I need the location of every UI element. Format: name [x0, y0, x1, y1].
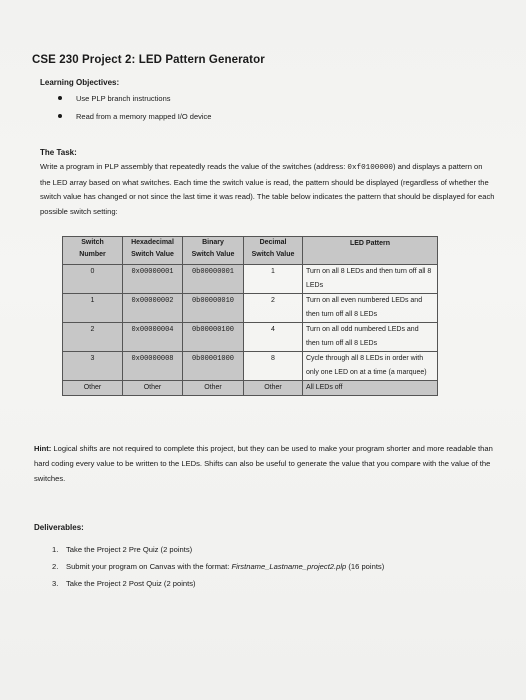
item-text: Take the Project 2 Pre Quiz (2 points): [66, 545, 193, 554]
header-line: Binary: [202, 239, 224, 246]
header-line: Switch Value: [251, 251, 295, 258]
cell-binary: 0b00001000: [183, 352, 244, 381]
cell-led-pattern: Cycle through all 8 LEDs in order with only one LED on at a time (a marquee): [303, 352, 438, 381]
cell-led-pattern: Turn on all even numbered LEDs and then turn off all 8 LEDs: [303, 294, 438, 323]
list-item: [52, 562, 384, 579]
cell-binary: 0b00000010: [183, 294, 244, 323]
bullet-icon: [58, 114, 62, 118]
cell-hex: Other: [123, 381, 183, 396]
objective-text: Use PLP branch instructions: [76, 94, 171, 103]
page-title: CSE 230 Project 2: LED Pattern Generator: [32, 54, 265, 66]
hint-label: Hint:: [34, 444, 52, 453]
cell-binary: Other: [183, 381, 244, 396]
cell-switch: 1: [63, 294, 123, 323]
task-paragraph: [40, 160, 495, 219]
cell-binary: 0b00000001: [183, 265, 244, 294]
cell-hex: 0x00000002: [123, 294, 183, 323]
hint-text: Logical shifts are not required to complete this project, but they can be used to make your program shorter and more readable than hard coding every value to be written to the LEDs. Shifts can also be useful to generate the value that you compare with the value of the switches.: [34, 444, 493, 483]
led-pattern-table: [62, 236, 438, 396]
deliverables-heading: Deliverables:: [34, 523, 84, 532]
objective-text: Read from a memory mapped I/O device: [76, 112, 212, 121]
header-line: Number: [79, 251, 106, 258]
header-switch: [63, 237, 123, 265]
header-line: Switch: [81, 239, 104, 246]
cell-switch: Other: [63, 381, 123, 396]
table-row: [63, 265, 438, 294]
item-text-points: (16 points): [346, 562, 385, 571]
cell-hex: 0x00000008: [123, 352, 183, 381]
cell-decimal: 8: [244, 352, 303, 381]
hint-paragraph: [34, 441, 494, 486]
switch-address: 0xf0100000: [347, 164, 393, 172]
header-line: Hexadecimal: [131, 239, 174, 246]
cell-decimal: 1: [244, 265, 303, 294]
task-text-2: ) and displays a pattern on the LED array based on what switches. Each time the switch value is read, the pattern should be displayed (regardless of whether the switch value has changed or not since the last time it was read). The table below indicates the pattern that should be displayed for each possible switch setting:: [40, 162, 495, 216]
item-text: Submit your program on Canvas with the format:: [66, 562, 232, 571]
cell-decimal: 4: [244, 323, 303, 352]
learning-objectives-heading: Learning Objectives:: [40, 78, 120, 87]
filename-format: Firstname_Lastname_project2.plp: [231, 562, 347, 571]
list-item: [58, 112, 211, 130]
header-line: Decimal: [259, 239, 287, 246]
cell-hex: 0x00000004: [123, 323, 183, 352]
cell-switch: 0: [63, 265, 123, 294]
cell-switch: 2: [63, 323, 123, 352]
header-line: Switch Value: [131, 251, 174, 258]
cell-led-pattern: Turn on all 8 LEDs and then turn off all 8 LEDs: [303, 265, 438, 294]
task-heading: The Task:: [40, 148, 77, 157]
table-row: [63, 381, 438, 396]
item-number: 3.: [52, 579, 59, 588]
header-decimal: [244, 237, 303, 265]
cell-decimal: 2: [244, 294, 303, 323]
item-number: 1.: [52, 545, 59, 554]
item-text: Take the Project 2 Post Quiz (2 points): [66, 579, 196, 588]
cell-led-pattern: All LEDs off: [303, 381, 438, 396]
table-row: [63, 352, 438, 381]
table-row: [63, 323, 438, 352]
header-led-pattern: LED Pattern: [303, 237, 438, 265]
header-line: Switch Value: [191, 251, 235, 258]
cell-decimal: Other: [244, 381, 303, 396]
cell-switch: 3: [63, 352, 123, 381]
cell-binary: 0b00000100: [183, 323, 244, 352]
table-header-row: [63, 237, 438, 265]
header-binary: [183, 237, 244, 265]
table-row: [63, 294, 438, 323]
list-item: [52, 579, 384, 596]
objectives-list: [58, 94, 211, 130]
bullet-icon: [58, 96, 62, 100]
cell-led-pattern: Turn on all odd numbered LEDs and then turn off all 8 LEDs: [303, 323, 438, 352]
deliverables-list: [52, 545, 384, 596]
list-item: [58, 94, 211, 112]
cell-hex: 0x00000001: [123, 265, 183, 294]
item-number: 2.: [52, 562, 59, 571]
header-hex: [123, 237, 183, 265]
task-text-1: Write a program in PLP assembly that repeatedly reads the value of the switches (address:: [40, 162, 348, 171]
list-item: [52, 545, 384, 562]
